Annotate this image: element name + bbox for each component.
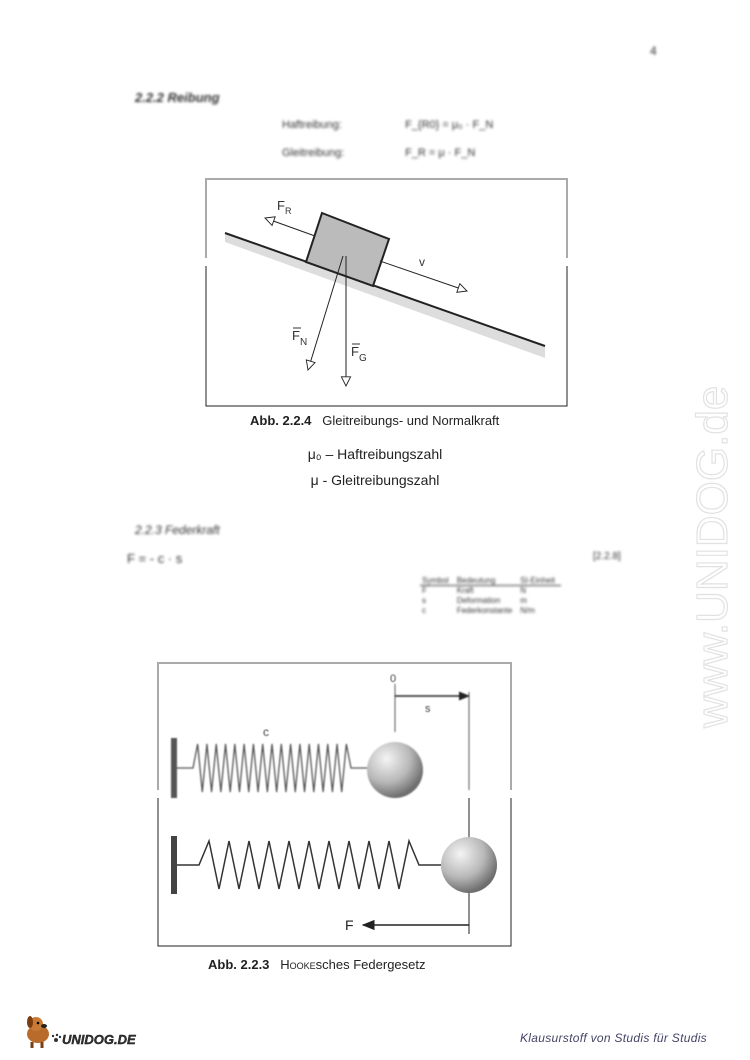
hooke-spring-figure [157, 662, 517, 950]
table-cell: Kraft [456, 586, 474, 595]
mu0-definition: μ₀ – Haftreibungszahl [307, 446, 443, 462]
table-cell: N [520, 586, 527, 595]
friction-formula: F_R = μ · F_N [405, 147, 476, 159]
figure2-caption [208, 957, 426, 972]
footer-slogan: Klausurstoff von Studis für Studis [520, 1031, 707, 1045]
friction-row-haft [282, 119, 493, 131]
caption-number: Abb. 2.2.4 [250, 413, 312, 428]
unidog-logo [22, 1012, 157, 1055]
table-header: Bedeutung [455, 576, 519, 586]
table-cell: F [422, 586, 427, 595]
figure1-caption [250, 413, 499, 428]
label-fn: $F_N$ [292, 328, 308, 348]
ball-top [367, 742, 423, 798]
friction-row-gleit [282, 147, 475, 159]
table-row [420, 606, 561, 616]
spring-formula: F = - c · s [127, 551, 183, 566]
table-header: Symbol [420, 576, 455, 586]
table-cell: m [520, 596, 527, 605]
label-f: F [345, 917, 354, 933]
table-cell: Federkonstante [456, 606, 513, 615]
spring-bottom [177, 841, 441, 889]
table-row [420, 596, 561, 606]
table-row [420, 586, 561, 597]
table-header-row [420, 576, 561, 586]
watermark [683, 280, 743, 730]
ball-bottom [441, 837, 497, 893]
mu-definition: μ - Gleitreibungszahl [310, 472, 440, 488]
friction-force-arrow [265, 218, 315, 236]
symbol-table [420, 576, 561, 616]
watermark-text: www.UNIDOG.de [688, 385, 737, 728]
caption-name: Hooke [280, 957, 316, 972]
table-cell: Deformation [456, 596, 501, 605]
label-c: c [263, 725, 269, 739]
section-heading-federkraft: 2.2.3 Federkraft [135, 523, 220, 537]
friction-label: Gleitreibung: [282, 147, 345, 159]
logo-text: UNIDOG.DE [62, 1032, 136, 1047]
spring-top [177, 744, 367, 792]
spring-top-group [171, 684, 469, 798]
caption-text: sches Federgesetz [315, 957, 426, 972]
equation-number: [2.2.8] [593, 551, 621, 562]
label-v: v [419, 255, 425, 269]
table-cell: N/m [520, 606, 535, 615]
table-header: SI-Einheit [518, 576, 561, 586]
section-heading-reibung: 2.2.2 Reibung [135, 90, 220, 105]
table-cell: c [422, 606, 426, 615]
page-number: 4 [650, 44, 657, 58]
friction-label: Haftreibung: [282, 119, 342, 131]
label-zero: 0 [390, 673, 397, 685]
inclined-plane-figure [205, 178, 575, 410]
caption-number: Abb. 2.2.3 [208, 957, 270, 972]
wall-bottom [171, 836, 177, 894]
label-fg: $F_G$ [351, 344, 367, 364]
caption-text: Gleitreibungs- und Normalkraft [322, 413, 500, 428]
label-fr: $F_R$ [277, 198, 292, 216]
label-s: s [425, 703, 431, 715]
wall-top [171, 738, 177, 798]
friction-formula: F_{R0} = μ₀ · F_N [405, 119, 494, 131]
table-cell: s [422, 596, 426, 605]
dog-icon [22, 1012, 157, 1050]
